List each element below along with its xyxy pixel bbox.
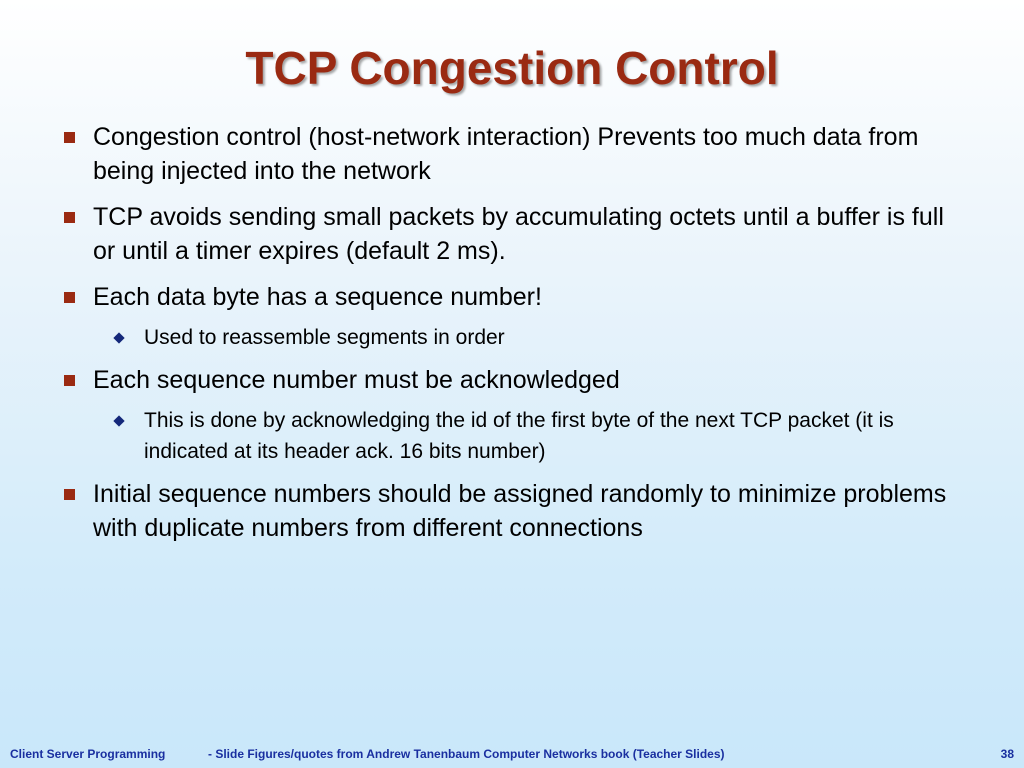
bullet-list	[0, 120, 1024, 557]
bullet-item	[0, 280, 1024, 314]
square-bullet-icon	[64, 292, 75, 303]
sub-bullet-text: Used to reassemble segments in order	[144, 326, 505, 349]
square-bullet-icon	[64, 375, 75, 386]
sub-bullet-text: This is done by acknowledging the id of the first byte of the next TCP packet (it is indicated at its header ack. 16 bits number)	[144, 409, 894, 463]
square-bullet-icon	[64, 132, 75, 143]
footer-source-credit: - Slide Figures/quotes from Andrew Tanenbaum Computer Networks book (Teacher Slides)	[208, 747, 725, 761]
bullet-text: TCP avoids sending small packets by accumulating octets until a buffer is full or until a timer expires (default 2 ms).	[93, 203, 944, 265]
bullet-item	[0, 363, 1024, 397]
bullet-item	[0, 477, 1024, 545]
square-bullet-icon	[64, 212, 75, 223]
slide-footer	[0, 744, 1024, 764]
diamond-bullet-icon	[113, 415, 124, 426]
footer-page-number: 38	[1000, 747, 1014, 761]
bullet-item	[0, 120, 1024, 188]
bullet-text: Initial sequence numbers should be assigned randomly to minimize problems with duplicate numbers from different connections	[93, 480, 947, 542]
diamond-bullet-icon	[113, 332, 124, 343]
bullet-item	[0, 200, 1024, 268]
bullet-text: Each sequence number must be acknowledged	[93, 366, 620, 394]
bullet-text: Congestion control (host-network interaction) Prevents too much data from being injected into the network	[93, 123, 919, 185]
sub-bullet-item	[0, 405, 1024, 467]
bullet-text: Each data byte has a sequence number!	[93, 283, 542, 311]
footer-course-name: Client Server Programming	[10, 747, 166, 761]
sub-bullet-item	[0, 322, 1024, 353]
square-bullet-icon	[64, 489, 75, 500]
slide-title: TCP Congestion Control	[245, 42, 779, 94]
